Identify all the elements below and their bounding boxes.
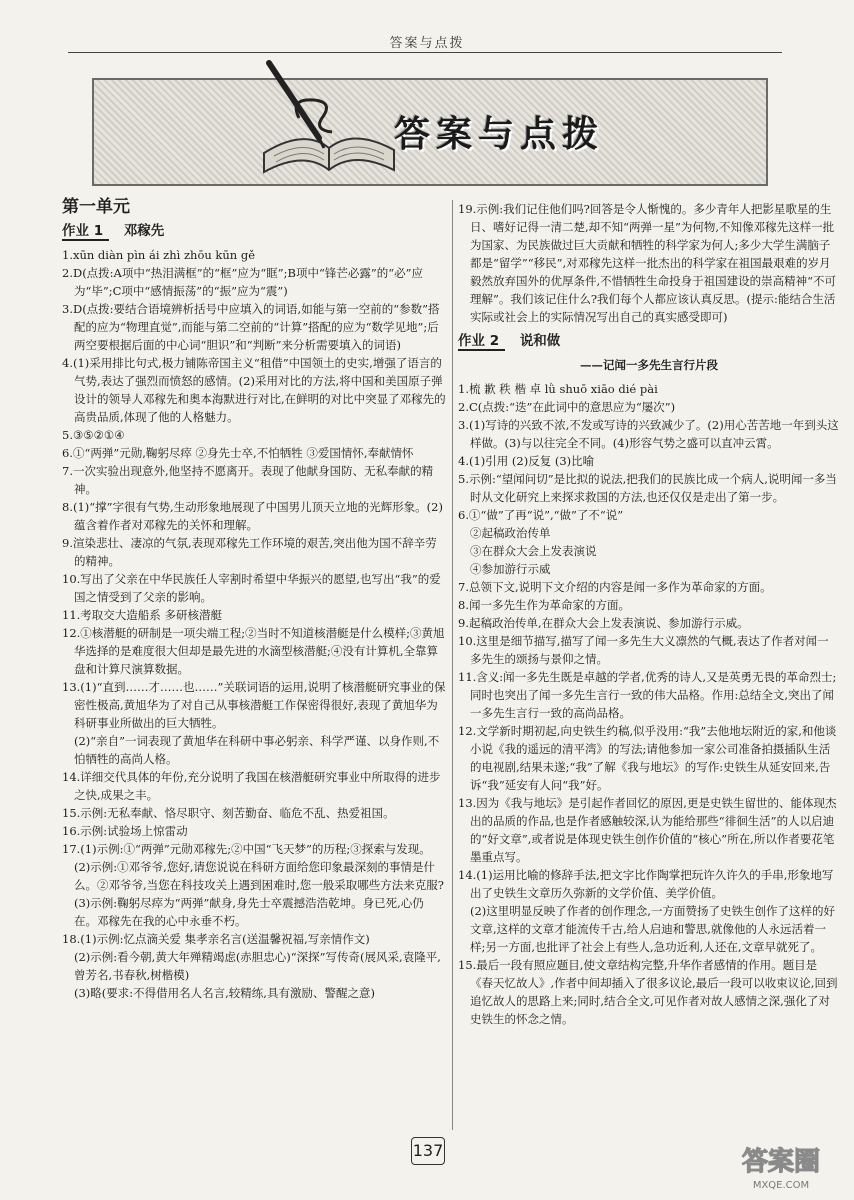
answer-subline: (2)“亲自”一词表现了黄旭华在科研中事必躬亲、科学严谨、以身作则,不怕牺牲的高尚人格。 xyxy=(74,734,440,766)
left-column xyxy=(62,196,446,1002)
answer-subline: (3)示例:鞠躬尽瘁为“两弹”献身,身先士卒震撼浩浩乾坤。身已死,心仍在。邓稼先在我的心中永垂不朽。 xyxy=(74,896,424,928)
answer-item: 5.③⑤②①④ xyxy=(62,428,125,442)
answer-item: 12.文学新时期初起,向史铁生约稿,似乎没用:“我”去他地坛附近的家,和他谈小说《我的遥远的清平湾》的写法;请他参加一家公司准备拍摄插队生活的电视剧,结果未遂;“我”了解《我与地坛》的写作:史铁生从延安回来,告诉“我”延安有人问“我”好。 xyxy=(458,724,837,792)
answer-item: 2.D(点拨:A项中“热泪满框”的“框”应为“眶”;B项中“锋芒必露”的“必”应为“毕”;C项中“感情振荡”的“振”应为“震”) xyxy=(62,266,423,298)
answer-item: 13.因为《我与地坛》是引起作者回忆的原因,更是史铁生留世的、能体现杰出的品质的作品,也是作者感触较深,认为能给那些“徘徊生活”的人以启迪的“好文章”,或者说是体现史铁生创作价值的“核心”所在,所以作者要花笔墨重点写。 xyxy=(458,796,837,864)
answer-item: 16.示例:试验场上惊雷动 xyxy=(62,824,188,838)
answer-item: 9.渲染悲壮、凄凉的气氛,表现邓稼先工作环境的艰苦,突出他为国不辞辛劳的精神。 xyxy=(62,536,437,568)
page-number: 137 xyxy=(411,1137,445,1165)
answer-item: 14.详细交代具体的年份,充分说明了我国在核潜艇研究事业中所取得的进步之快,成果之丰。 xyxy=(62,770,441,802)
unit-heading: 第一单元 xyxy=(62,197,130,217)
answer-item: 7.一次实验出现意外,他坚持不愿离开。表现了他献身国防、无私奉献的精神。 xyxy=(62,464,434,496)
answer-item: 19.示例:我们记住他们吗?回答是令人惭愧的。多少青年人把影星歌星的生日、嗜好记得一清二楚,却不知“两弹一星”为何物,不知像邓稼先这样一批为国家、为民族做过巨大贡献和牺牲的科学家为何人;多少大学生满脑子都是“留学”“移民”,对邓稼先这样一批杰出的科学家在祖国最艰难的岁月毅然放弃国外的优厚条件,不惜牺牲生命投身于祖国建设的崇高精神“不可理解”。我们该记住什么?我们每个人都应该认真反思。(提示:能结合生活实际或社会上的实际情况写出自己的真实感受即可) xyxy=(458,202,837,324)
right-column xyxy=(458,200,840,1028)
answer-item: 17.(1)示例:①“两弹”元勋邓稼先;②中国“飞天梦”的历程;③探索与发现。 xyxy=(62,842,431,856)
answer-item: 6.①“做”了再“说”,“做”了不“说” xyxy=(458,508,624,522)
header-rule xyxy=(68,52,782,53)
homework-2-subtitle: ——记闻一多先生言行片段 xyxy=(580,358,718,372)
answer-item: 6.①“两弹”元勋,鞠躬尽瘁 ②身先士卒,不怕牺牲 ③爱国情怀,奉献情怀 xyxy=(62,446,414,460)
book-pen-icon xyxy=(244,58,414,188)
answer-item: 18.(1)示例:忆点滴关爱 集孝亲名言(送温馨祝福,写亲情作文) xyxy=(62,932,370,946)
homework-2-title: 说和做 xyxy=(519,333,561,349)
answer-item: 7.总领下文,说明下文介绍的内容是闻一多作为革命家的方面。 xyxy=(458,580,772,594)
answer-subline: (2)这里明显反映了作者的创作理念,一方面赞扬了史铁生创作了这样的好文章,这样的文章才能流传千古,给人启迪和警思,就像他的人永远活着一样;另一方面,也批评了社会上有些人,急功近利,人还在,文章早就死了。 xyxy=(470,904,835,954)
answer-item: 11.考取交大造船系 多研核潜艇 xyxy=(62,608,222,622)
answer-subline: (3)略(要求:不得借用名人名言,较精练,具有激励、警醒之意) xyxy=(74,986,375,1000)
answer-item: 12.①核潜艇的研制是一项尖端工程;②当时不知道核潜艇是什么模样;③黄旭华选择的是难度很大但却是最先进的水滴型核潜艇;④没有计算机,全靠算盘和计算尺演算数据。 xyxy=(62,626,445,676)
answer-item: 1.梳 歉 秩 楷 卓 lǜ shuō xiāo dié pài xyxy=(458,382,658,396)
answer-subline: ④参加游行示威 xyxy=(470,562,551,576)
answer-item: 13.(1)“直到……才……也……”关联词语的运用,说明了核潜艇研究事业的保密性极高,黄旭华为了对自己从事核潜艇工作保密得很好,表现了黄旭华为科研事业所做出的巨大牺牲。 xyxy=(62,680,446,730)
svg-text:答案圈: 答案圈 xyxy=(741,1147,821,1177)
homework-1-title: 邓稼先 xyxy=(123,223,165,239)
answer-item: 8.闻一多先生作为革命家的方面。 xyxy=(458,598,630,612)
answer-item: 1.xūn diàn pìn ái zhì zhōu kūn gě xyxy=(62,248,256,262)
answer-item: 8.(1)“撑”字很有气势,生动形象地展现了中国男儿顶天立地的光辉形象。(2)蕴含着作者对邓稼先的关怀和理解。 xyxy=(62,500,443,532)
column-divider xyxy=(452,200,453,1130)
watermark-text: MXQE.COM xyxy=(752,1180,810,1191)
left-answer-list xyxy=(62,246,446,1002)
right-answer-list xyxy=(458,380,840,1028)
answer-item: 11.含义:闻一多先生既是卓越的学者,优秀的诗人,又是英勇无畏的革命烈士;同时也突出了闻一多先生言行一致的伟大品格。作用:总结全文,突出了闻一多先生言行一致的高尚品格。 xyxy=(458,670,837,720)
answer-subline: ②起稿政治传单 xyxy=(470,526,551,540)
watermark-logo xyxy=(722,1136,840,1194)
answer-subline: (2)示例:①邓爷爷,您好,请您说说在科研方面给您印象最深刻的事情是什么。②邓爷爷,当您在科技攻关上遇到困难时,您一般采取哪些方法来克服? xyxy=(74,860,444,892)
answer-item: 9.起稿政治传单,在群众大会上发表演说、参加游行示威。 xyxy=(458,616,749,630)
answer-item: 3.(1)写诗的兴致不浓,不发或写诗的兴致减少了。(2)用心苦苦地一年到头这样做。(3)与以往完全不同。(4)形容气势之盛可以直冲云霄。 xyxy=(458,418,839,450)
answer-item: 4.(1)采用排比句式,极力铺陈帝国主义“租借”中国领土的史实,增强了语言的气势,表达了强烈而愤怒的感情。(2)采用对比的方法,将中国和美国原子弹设计的领导人邓稼先和奥本海默进行对比,在鲜明的对比中突显了邓稼先的高贵品质,体现了他的人格魅力。 xyxy=(62,356,446,424)
answer-item: 10.写出了父亲在中华民族任人宰割时希望中华振兴的愿望,也写出“我”的爱国之情受到了父亲的影响。 xyxy=(62,572,441,604)
answer-item: 10.这里是细节描写,描写了闻一多先生大义凛然的气概,表达了作者对闻一多先生的颂扬与景仰之情。 xyxy=(458,634,829,666)
title-banner xyxy=(92,78,768,186)
answer-item: 15.最后一段有照应题目,使文章结构完整,升华作者感情的作用。题目是《春天忆故人》,作者中间却插入了很多议论,最后一段可以收束议论,回到追忆故人的思路上来;同时,结合全文,可见作者对故人感情之深,强化了对史铁生的怀念之情。 xyxy=(458,958,838,1026)
answer-subline: (2)示例:看今朝,黄大年殚精竭虑(赤胆忠心)“深探”写传奇(展风采,袁隆平,曾芳名,书春秋,树楷模) xyxy=(74,950,441,982)
homework-1-label: 作业 1 xyxy=(62,223,109,241)
homework-2-heading xyxy=(458,332,840,350)
answer-subline: ③在群众大会上发表演说 xyxy=(470,544,597,558)
homework-1-heading xyxy=(62,222,446,240)
answer-item: 3.D(点拨:要结合语境辨析括号中应填入的词语,如能与第一空前的“参数”搭配的应为“物理直觉”,而能与第二空前的“计算”搭配的应为“数学见地”;后两空要根据后面的中心词“胆识”和“判断”来分析需要填入的词语) xyxy=(62,302,440,352)
banner-title: 答案与点拨 xyxy=(394,113,605,155)
answer-item: 14.(1)运用比喻的修辞手法,把文字比作陶掌把玩许久许久的手串,形象地写出了史铁生文章历久弥新的文学价值、美学价值。 xyxy=(458,868,834,900)
answer-item: 4.(1)引用 (2)反复 (3)比喻 xyxy=(458,454,595,468)
right-top-answer-list xyxy=(458,200,840,326)
homework-2-label: 作业 2 xyxy=(458,333,505,351)
answer-item: 5.示例:“望闻问切”是比拟的说法,把我们的民族比成一个病人,说明闻一多当时从文化研究上来探求救国的方法,也还仅仅是走出了第一步。 xyxy=(458,472,837,504)
answer-item: 2.C(点拨:“迭”在此词中的意思应为“屡次”) xyxy=(458,400,676,414)
running-header: 答案与点拨 xyxy=(389,36,465,51)
answer-item: 15.示例:无私奉献、恪尽职守、刻苦勤奋、临危不乱、热爱祖国。 xyxy=(62,806,395,820)
